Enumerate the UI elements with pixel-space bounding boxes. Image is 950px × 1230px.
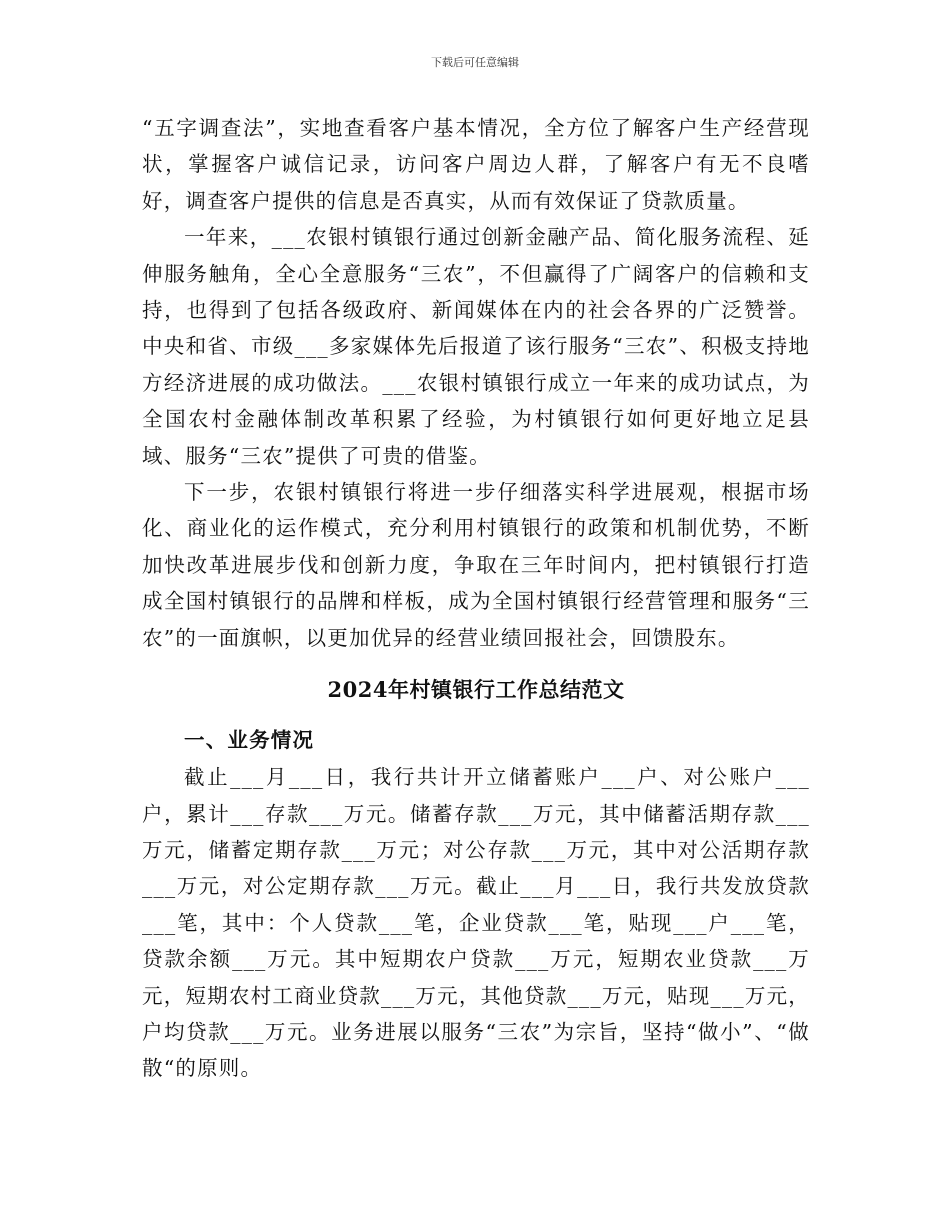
- subheading-business: 一、业务情况: [184, 728, 315, 753]
- section-title: 2024年村镇银行工作总结范文: [327, 677, 625, 703]
- paragraph-next-steps: 下一步，农银村镇银行将进一步仔细落实科学进展观，根据市场化、商业化的运作模式，充分利用村镇银行的政策和机制优势，不断加快改革进展步伐和创新力度，争取在三年时间内，把村镇银行打造成全国村镇银行的品牌和样板，成为全国村镇银行经营管理和服务“三农”的一面旗帜，以更加优异的经营业绩回报社会，回馈股东。: [142, 480, 810, 650]
- paragraph-year-review: 一年来，___农银村镇银行通过创新金融产品、简化服务流程、延伸服务触角，全心全意服务“三农”，不但赢得了广阔客户的信赖和支持，也得到了包括各级政府、新闻媒体在内的社会各界的广泛赞誉。中央和省、市级___多家媒体先后报道了该行服务“三农”、积极支持地方经济进展的成功做法。___农银村镇银行成立一年来的成功试点，为全国农村金融体制改革积累了经验，为村镇银行如何更好地立足县域、服务“三农”提供了可贵的借鉴。: [142, 225, 810, 468]
- paragraph-continued: “五字调查法”，实地查看客户基本情况，全方位了解客户生产经营现状，掌握客户诚信记录，访问客户周边人群，了解客户有无不良嗜好，调查客户提供的信息是否真实，从而有效保证了贷款质量。: [142, 116, 810, 213]
- paragraph-business: 截止___月___日，我行共计开立储蓄账户___户、对公账户___户，累计___存款___万元。储蓄存款___万元，其中储蓄活期存款___万元，储蓄定期存款___万元；对公存款___万元，其中对公活期存款___万元，对公定期存款___万元。截止___月___日，我行共发放贷款___笔，其中：个人贷款___笔，企业贷款___笔，贴现___户___笔，贷款余额___万元。其中短期农户贷款___万元，短期农业贷款___万元，短期农村工商业贷款___万元，其他贷款___万元，贴现___万元，户均贷款___万元。业务进展以服务“三农”为宗旨，坚持“做小”、“做散“的原则。: [142, 765, 810, 1081]
- page-header-note: 下载后可任意编辑: [431, 56, 519, 69]
- document-body: [142, 110, 810, 1087]
